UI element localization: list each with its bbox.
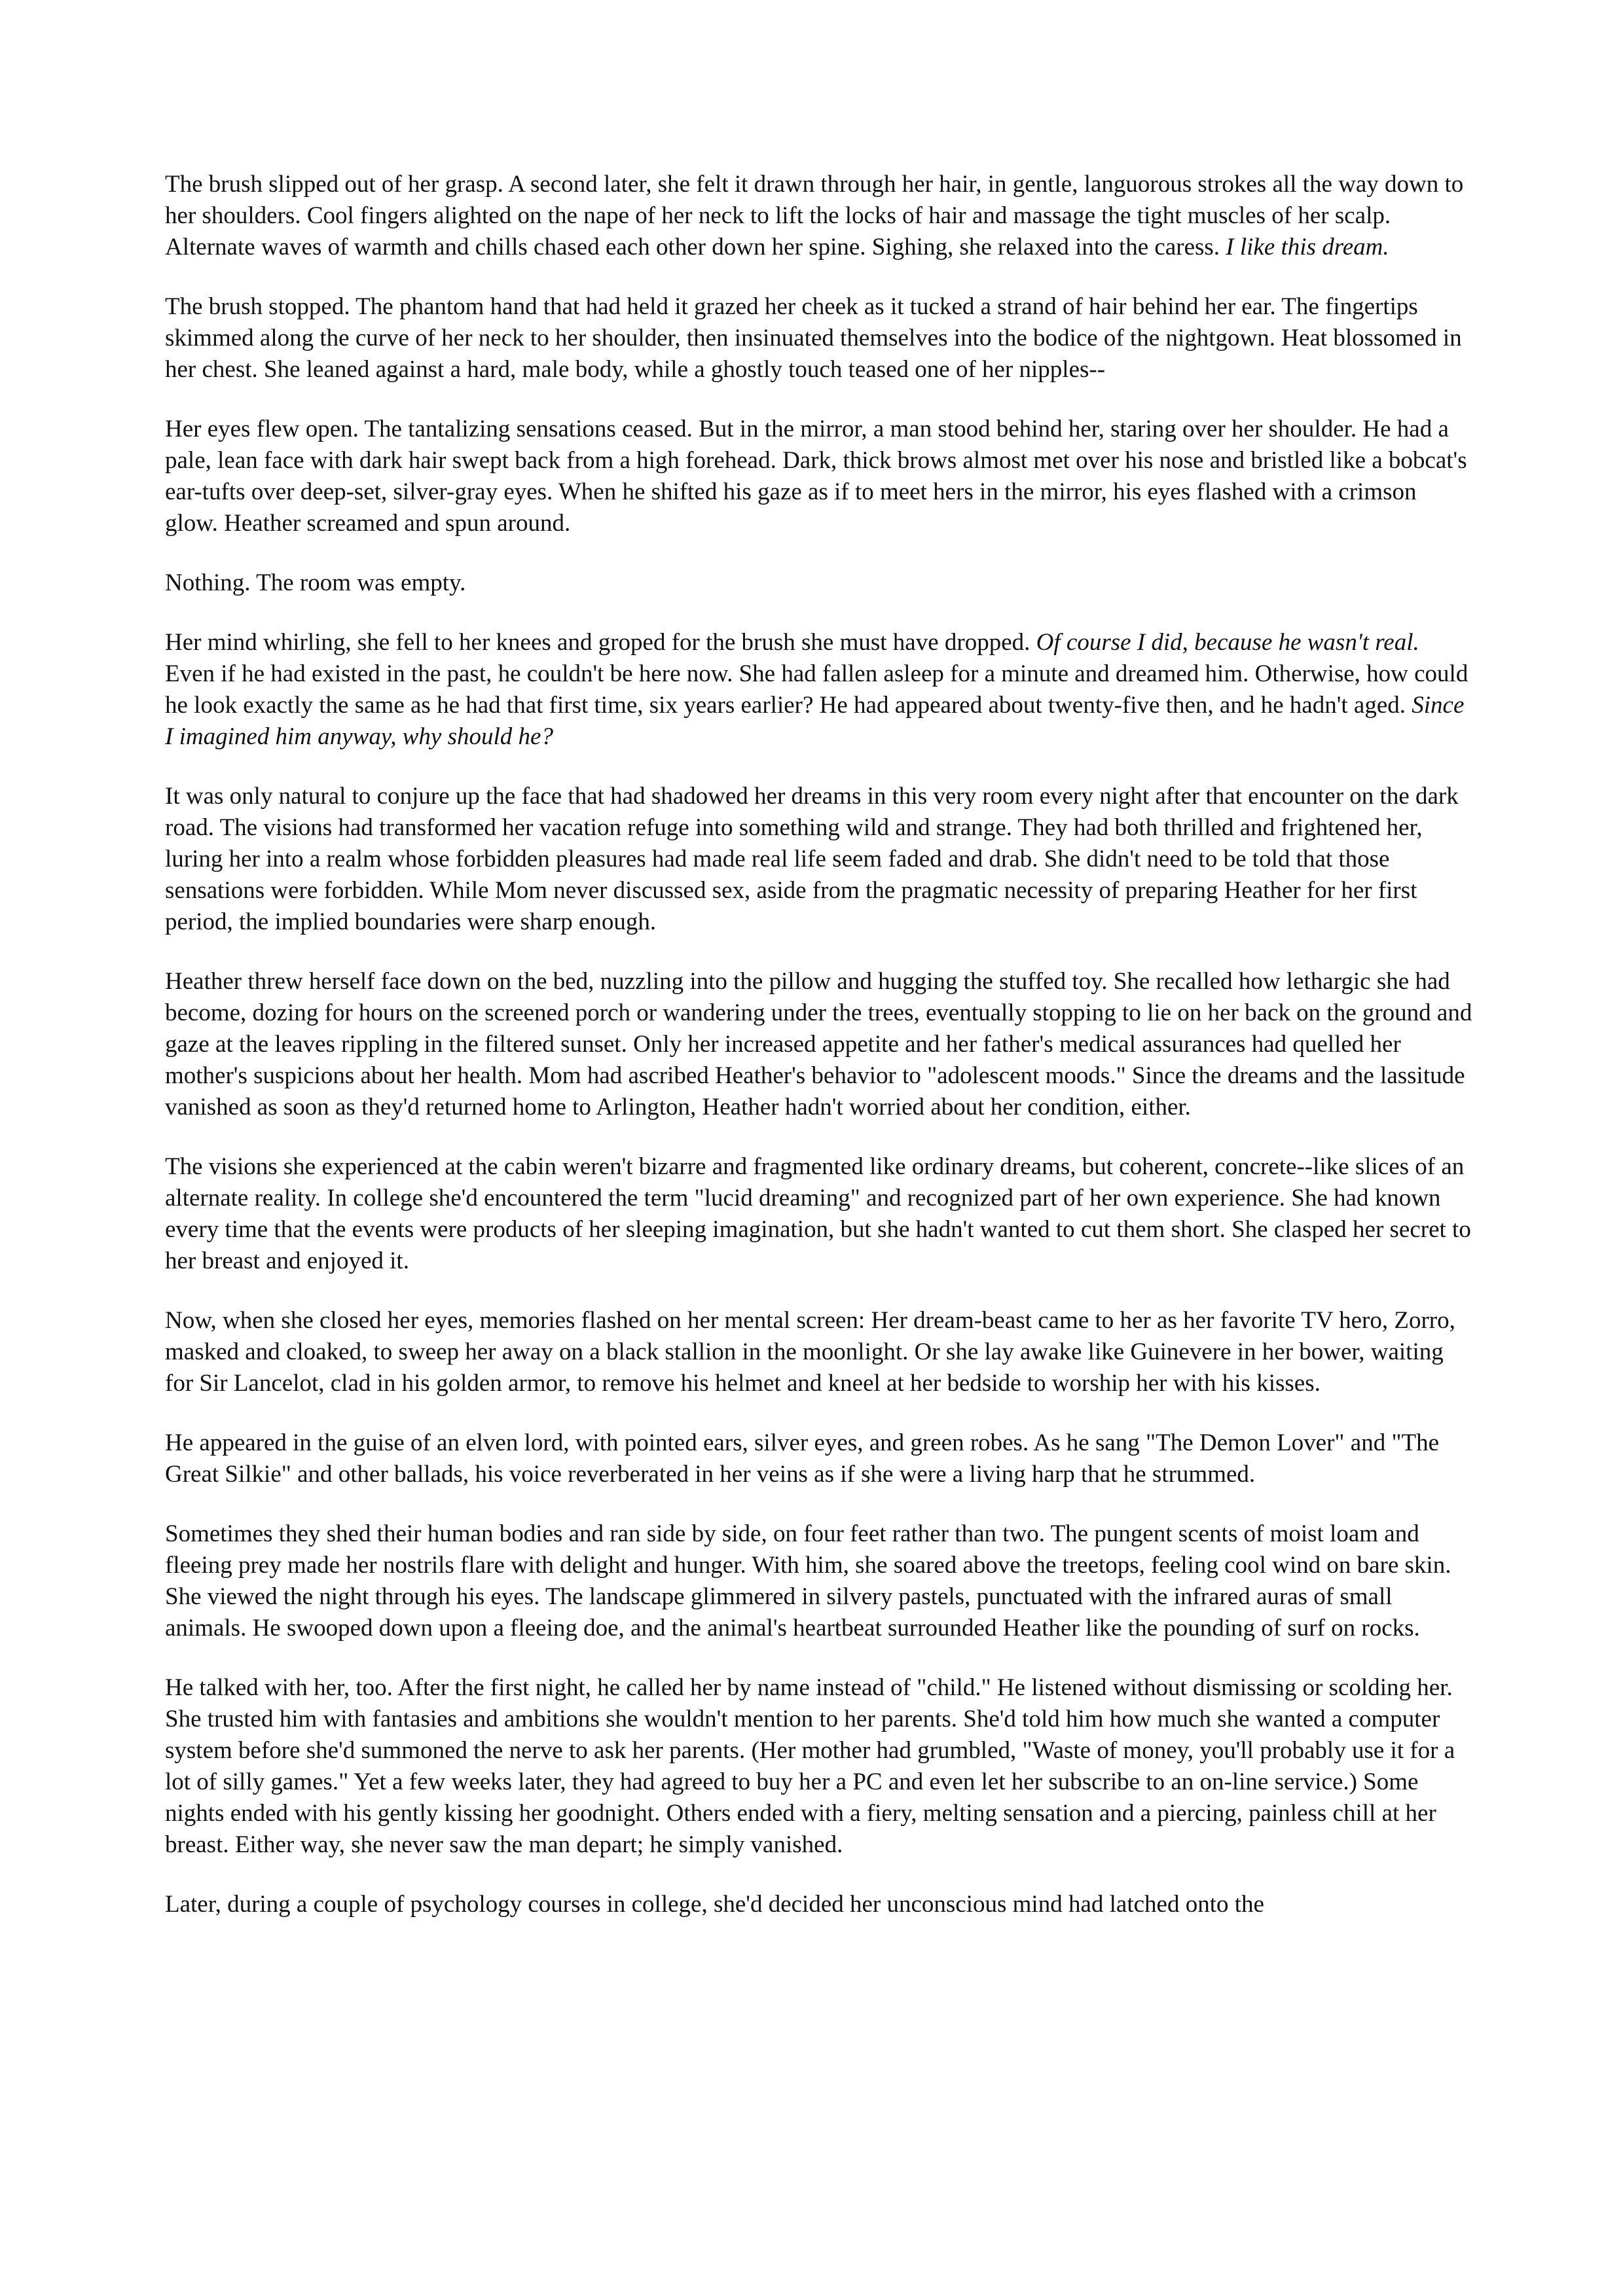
paragraph [165, 1889, 1474, 1920]
paragraph-italic-text: Since I imagined him anyway, why should he? [165, 692, 1465, 750]
paragraph-text: It was only natural to conjure up the face that had shadowed her dreams in this very room every night after that encounter on the dark road. The visions had transformed her vacation refuge into something wild and strange. They had both thrilled and frightened her, luring her into a realm whose forbidden pleasures had made real life seem faded and drab. She didn't need to be told that those sensations were forbidden. While Mom never discussed sex, aside from the pragmatic necessity of preparing Heather for her first period, the implied boundaries were sharp enough. [165, 783, 1459, 935]
paragraph [165, 567, 1474, 599]
paragraph-text: He talked with her, too. After the first night, he called her by name instead of "child." He listened without dismissing or scolding her. She trusted him with fantasies and ambitions she wouldn't mention to her parents. She'd told him how much she wanted a computer system before she'd summoned the nerve to ask her parents. (Her mother had grumbled, "Waste of money, you'll probably use it for a lot of silly games." Yet a few weeks later, they had agreed to buy her a PC and even let her subscribe to an on-line service.) Some nights ended with his gently kissing her goodnight. Others ended with a fiery, melting sensation and a piercing, painless chill at her breast. Either way, she never saw the man depart; he simply vanished. [165, 1674, 1455, 1858]
paragraph-text: Her eyes flew open. The tantalizing sensations ceased. But in the mirror, a man stood behind her, staring over her shoulder. He had a pale, lean face with dark hair swept back from a high forehead. Dark, thick brows almost met over his nose and bristled like a bobcat's ear-tufts over deep-set, silver-gray eyes. When he shifted his gaze as if to meet hers in the mirror, his eyes flashed with a crimson glow. Heather screamed and spun around. [165, 416, 1467, 537]
paragraph-text: He appeared in the guise of an elven lord, with pointed ears, silver eyes, and green robes. As he sang "The Demon Lover" and "The Great Silkie" and other ballads, his voice reverberated in her veins as if she were a living harp that he strummed. [165, 1429, 1440, 1488]
paragraph-text: Nothing. The room was empty. [165, 569, 466, 596]
paragraph-text: The visions she experienced at the cabin weren't bizarre and fragmented like ordinary dreams, but coherent, concrete--like slices of an alternate reality. In college she'd encountered the term "lucid dreaming" and recognized part of her own experience. She had known every time that the events were products of her sleeping imagination, but she hadn't wanted to cut them short. She clasped her secret to her breast and enjoyed it. [165, 1153, 1471, 1274]
paragraph [165, 414, 1474, 539]
paragraph [165, 169, 1474, 263]
paragraph [165, 781, 1474, 938]
paragraph [165, 1672, 1474, 1861]
paragraph-text: Her mind whirling, she fell to her knees and groped for the brush she must have dropped. [165, 629, 1036, 656]
paragraph-italic-text: I like this dream. [1226, 234, 1389, 260]
paragraph [165, 291, 1474, 386]
document-page [165, 169, 1474, 1948]
paragraph-text: The brush slipped out of her grasp. A second later, she felt it drawn through her hair, in gentle, languorous strokes all the way down to her shoulders. Cool fingers alighted on the nape of her neck to lift the locks of hair and massage the tight muscles of her scalp. Alternate waves of warmth and chills chased each other down her spine. Sighing, she relaxed into the caress. [165, 171, 1464, 260]
paragraph [165, 1305, 1474, 1399]
paragraph-text: Now, when she closed her eyes, memories flashed on her mental screen: Her dream-beast came to her as her favorite TV hero, Zorro, masked and cloaked, to sweep her away on a black stallion in the moonlight. Or she lay awake like Guinevere in her bower, waiting for Sir Lancelot, clad in his golden armor, to remove his helmet and kneel at her bedside to worship her with his kisses. [165, 1307, 1455, 1397]
paragraph-text: Sometimes they shed their human bodies and ran side by side, on four feet rather than two. The pungent scents of moist loam and fleeing prey made her nostrils flare with delight and hunger. With him, she soared above the treetops, feeling cool wind on bare skin. She viewed the night through his eyes. The landscape glimmered in silvery pastels, punctuated with the infrared auras of small animals. He swooped down upon a fleeing doe, and the animal's heartbeat surrounded Heather like the pounding of surf on rocks. [165, 1520, 1451, 1641]
paragraph-text: Heather threw herself face down on the bed, nuzzling into the pillow and hugging the stuffed toy. She recalled how lethargic she had become, dozing for hours on the screened porch or wandering under the trees, eventually stopping to lie on her back on the ground and gaze at the leaves rippling in the filtered sunset. Only her increased appetite and her father's medical assurances had quelled her mother's suspicions about her health. Mom had ascribed Heather's behavior to "adolescent moods." Since the dreams and the lassitude vanished as soon as they'd returned home to Arlington, Heather hadn't worried about her condition, either. [165, 968, 1472, 1121]
paragraph [165, 1151, 1474, 1277]
paragraph [165, 1518, 1474, 1644]
paragraph-italic-text: Of course I did, because he wasn't real. [1036, 629, 1419, 656]
paragraph-text: The brush stopped. The phantom hand that had held it grazed her cheek as it tucked a strand of hair behind her ear. The fingertips skimmed along the curve of her neck to her shoulder, then insinuated themselves into the bodice of the nightgown. Heat blossomed in her chest. She leaned against a hard, male body, while a ghostly touch teased one of her nipples-- [165, 293, 1462, 383]
paragraph-text: Even if he had existed in the past, he couldn't be here now. She had fallen asleep for a minute and dreamed him. Otherwise, how could he look exactly the same as he had that first time, six years earlier? He had appeared about twenty-five then, and he hadn't aged. [165, 660, 1468, 719]
paragraph [165, 966, 1474, 1123]
paragraph-text: Later, during a couple of psychology courses in college, she'd decided her unconscious mind had latched onto the [165, 1891, 1264, 1918]
paragraph [165, 627, 1474, 753]
paragraph [165, 1427, 1474, 1490]
